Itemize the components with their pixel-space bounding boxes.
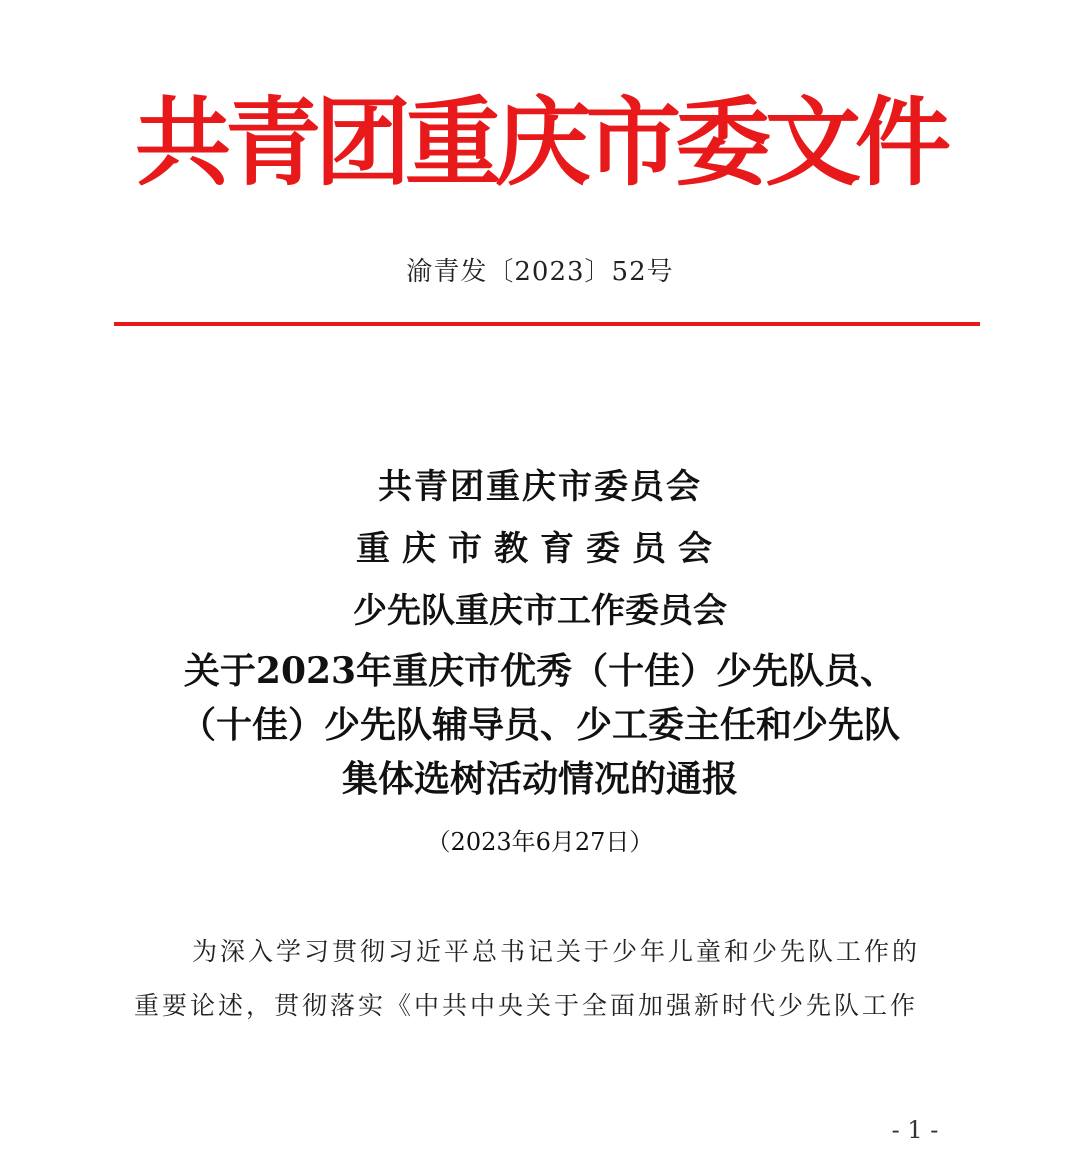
issuer-line: 少先队重庆市工作委员会 xyxy=(353,591,727,631)
body-text-line: 为深入学习贯彻习近平总书记关于少年儿童和少先队工作的 xyxy=(192,937,921,966)
notice-title-line: 集体选树活动情况的通报 xyxy=(341,758,738,800)
notice-title-line: （十佳）少先队辅导员、少工委主任和少先队 xyxy=(179,704,900,746)
issuer-line: 共青团重庆市委员会 xyxy=(378,467,702,507)
document-masthead: 共青团重庆市委文件 xyxy=(135,87,945,199)
document-number: 渝青发〔2023〕52号 xyxy=(406,257,674,287)
issuer-line: 重庆市教育委员会 xyxy=(356,529,724,569)
body-text-line: 重要论述，贯彻落实《中共中央关于全面加强新时代少先队工作 xyxy=(134,991,919,1020)
notice-title-line: 关于2023年重庆市优秀（十佳）少先队员、 xyxy=(183,650,897,692)
red-divider-rule xyxy=(114,322,980,326)
page-number: - 1 - xyxy=(891,1116,939,1144)
notice-date: （2023年6月27日） xyxy=(426,828,654,856)
